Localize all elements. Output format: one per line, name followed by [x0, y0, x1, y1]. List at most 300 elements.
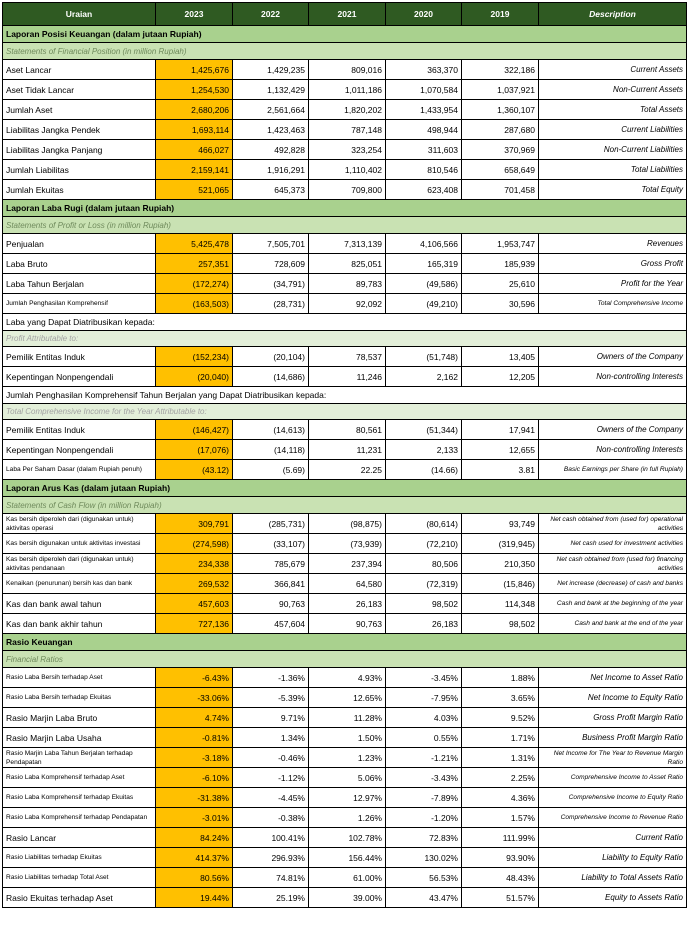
value-2019: 1,360,107 [462, 100, 539, 120]
row-label: Liabilitas Jangka Pendek [3, 120, 156, 140]
value-2020: (51,344) [386, 420, 462, 440]
value-2019: 3.81 [462, 460, 539, 480]
value-2023: (146,427) [156, 420, 233, 440]
value-2023: (43.12) [156, 460, 233, 480]
table-row [3, 708, 687, 728]
row-label: Kas bersih diperoleh dari (digunakan untuk) aktivitas pendanaan [3, 554, 156, 574]
row-label: Kas bersih diperoleh dari (digunakan untuk) aktivitas operasi [3, 514, 156, 534]
row-description: Comprehensive Income to Revenue Ratio [539, 808, 687, 828]
value-2019: 30,596 [462, 294, 539, 314]
row-description: Cash and bank at the end of the year [539, 614, 687, 634]
value-2022: (14,613) [233, 420, 309, 440]
row-description: Total Assets [539, 100, 687, 120]
row-description: Net cash used for investment activities [539, 534, 687, 554]
value-2021: 7,313,139 [309, 234, 386, 254]
value-2022: 90,763 [233, 594, 309, 614]
table-row [3, 60, 687, 80]
value-2021: 237,394 [309, 554, 386, 574]
table-body [3, 26, 687, 908]
value-2019: 1,953,747 [462, 234, 539, 254]
row-description: Profit for the Year [539, 274, 687, 294]
row-description: Current Liabilities [539, 120, 687, 140]
value-2019: 25,610 [462, 274, 539, 294]
value-2022: 1,132,429 [233, 80, 309, 100]
value-2019: 114,348 [462, 594, 539, 614]
value-2021: 1,110,402 [309, 160, 386, 180]
value-2019: 1.57% [462, 808, 539, 828]
value-2022: 2,561,664 [233, 100, 309, 120]
value-2023: (274,598) [156, 534, 233, 554]
value-2023: 84.24% [156, 828, 233, 848]
row-label: Rasio Laba Komprehensif terhadap Aset [3, 768, 156, 788]
section-title-row [3, 200, 687, 217]
group-heading-row [3, 314, 687, 331]
value-2022: (33,107) [233, 534, 309, 554]
row-label: Rasio Laba Komprehensif terhadap Ekuitas [3, 788, 156, 808]
section-subtitle: Financial Ratios [3, 651, 687, 668]
row-label: Jumlah Aset [3, 100, 156, 120]
value-2022: 785,679 [233, 554, 309, 574]
row-description: Net cash obtained from (used for) financing activities [539, 554, 687, 574]
group-subheading-row [3, 404, 687, 420]
value-2022: 457,604 [233, 614, 309, 634]
value-2023: 521,065 [156, 180, 233, 200]
value-2020: -3.43% [386, 768, 462, 788]
table-row [3, 100, 687, 120]
row-description: Equity to Assets Ratio [539, 888, 687, 908]
section-title: Laporan Posisi Keuangan (dalam jutaan Rupiah) [3, 26, 687, 43]
row-description: Comprehensive Income to Equity Ratio [539, 788, 687, 808]
value-2023: 1,254,530 [156, 80, 233, 100]
value-2022: (5.69) [233, 460, 309, 480]
value-2020: 26,183 [386, 614, 462, 634]
table-row [3, 888, 687, 908]
value-2021: 809,016 [309, 60, 386, 80]
row-label: Kenaikan (penurunan) bersih kas dan bank [3, 574, 156, 594]
value-2022: 9.71% [233, 708, 309, 728]
value-2019: 51.57% [462, 888, 539, 908]
row-description: Net Income to Asset Ratio [539, 668, 687, 688]
value-2020: 311,603 [386, 140, 462, 160]
value-2019: 1.71% [462, 728, 539, 748]
value-2021: 61.00% [309, 868, 386, 888]
row-label: Jumlah Liabilitas [3, 160, 156, 180]
group-heading: Laba yang Dapat Diatribusikan kepada: [3, 314, 687, 331]
value-2022: (285,731) [233, 514, 309, 534]
row-label: Laba Tahun Berjalan [3, 274, 156, 294]
value-2023: 414.37% [156, 848, 233, 868]
row-description: Business Profit Margin Ratio [539, 728, 687, 748]
value-2019: 3.65% [462, 688, 539, 708]
value-2021: 1.23% [309, 748, 386, 768]
value-2022: (14,118) [233, 440, 309, 460]
row-label: Liabilitas Jangka Panjang [3, 140, 156, 160]
value-2019: 370,969 [462, 140, 539, 160]
value-2022: 492,828 [233, 140, 309, 160]
row-description: Basic Earnings per Share (in full Rupiah) [539, 460, 687, 480]
value-2020: 43.47% [386, 888, 462, 908]
row-label: Pemilik Entitas Induk [3, 347, 156, 367]
value-2023: 2,680,206 [156, 100, 233, 120]
value-2021: 80,561 [309, 420, 386, 440]
value-2020: 56.53% [386, 868, 462, 888]
table-row [3, 574, 687, 594]
value-2021: 39.00% [309, 888, 386, 908]
value-2021: 90,763 [309, 614, 386, 634]
row-label: Rasio Ekuitas terhadap Aset [3, 888, 156, 908]
value-2020: (49,586) [386, 274, 462, 294]
value-2020: (72,210) [386, 534, 462, 554]
row-description: Non-Current Assets [539, 80, 687, 100]
value-2023: 466,027 [156, 140, 233, 160]
value-2019: 185,939 [462, 254, 539, 274]
group-subheading: Profit Attributable to: [3, 331, 687, 347]
table-row [3, 140, 687, 160]
value-2020: 72.83% [386, 828, 462, 848]
header-uraian: Uraian [3, 3, 156, 26]
value-2020: 98,502 [386, 594, 462, 614]
header-2022: 2022 [233, 3, 309, 26]
table-row [3, 274, 687, 294]
row-label: Laba Per Saham Dasar (dalam Rupiah penuh) [3, 460, 156, 480]
value-2023: -31.38% [156, 788, 233, 808]
value-2021: 11,246 [309, 367, 386, 387]
value-2023: 5,425,478 [156, 234, 233, 254]
value-2021: 12.97% [309, 788, 386, 808]
value-2021: 5.06% [309, 768, 386, 788]
value-2023: 457,603 [156, 594, 233, 614]
table-row [3, 668, 687, 688]
header-description: Description [539, 3, 687, 26]
row-description: Total Comprehensive Income [539, 294, 687, 314]
value-2020: (14.66) [386, 460, 462, 480]
value-2020: 363,370 [386, 60, 462, 80]
value-2021: (98,875) [309, 514, 386, 534]
value-2023: 4.74% [156, 708, 233, 728]
value-2021: 22.25 [309, 460, 386, 480]
row-description: Non-Current Liabilities [539, 140, 687, 160]
value-2021: 89,783 [309, 274, 386, 294]
row-label: Rasio Laba Bersih terhadap Aset [3, 668, 156, 688]
value-2023: 309,791 [156, 514, 233, 534]
value-2019: 1,037,921 [462, 80, 539, 100]
value-2021: 787,148 [309, 120, 386, 140]
row-description: Non-controlling Interests [539, 440, 687, 460]
value-2019: 322,186 [462, 60, 539, 80]
value-2021: 64,580 [309, 574, 386, 594]
value-2023: 269,532 [156, 574, 233, 594]
value-2022: -5.39% [233, 688, 309, 708]
table-row [3, 254, 687, 274]
value-2020: -1.21% [386, 748, 462, 768]
value-2023: -33.06% [156, 688, 233, 708]
row-label: Kas dan bank awal tahun [3, 594, 156, 614]
section-subtitle: Statements of Cash Flow (in million Rupiah) [3, 497, 687, 514]
table-row [3, 234, 687, 254]
value-2019: 1.88% [462, 668, 539, 688]
row-description: Gross Profit Margin Ratio [539, 708, 687, 728]
value-2020: 810,546 [386, 160, 462, 180]
value-2023: 1,425,676 [156, 60, 233, 80]
row-label: Rasio Liabilitas terhadap Ekuitas [3, 848, 156, 868]
header-2020: 2020 [386, 3, 462, 26]
header-row [3, 3, 687, 26]
value-2019: 48.43% [462, 868, 539, 888]
value-2021: 1.50% [309, 728, 386, 748]
header-2023: 2023 [156, 3, 233, 26]
value-2020: -1.20% [386, 808, 462, 828]
table-row [3, 748, 687, 768]
value-2019: 9.52% [462, 708, 539, 728]
row-description: Gross Profit [539, 254, 687, 274]
row-description: Revenues [539, 234, 687, 254]
table-row [3, 848, 687, 868]
table-row [3, 788, 687, 808]
value-2019: 12,655 [462, 440, 539, 460]
row-description: Current Ratio [539, 828, 687, 848]
value-2022: 1.34% [233, 728, 309, 748]
row-label: Kepentingan Nonpengendali [3, 440, 156, 460]
row-label: Rasio Liabilitas terhadap Total Aset [3, 868, 156, 888]
row-description: Comprehensive Income to Asset Ratio [539, 768, 687, 788]
value-2020: 130.02% [386, 848, 462, 868]
row-description: Net cash obtained from (used for) operational activities [539, 514, 687, 534]
section-subtitle-row [3, 217, 687, 234]
table-row [3, 347, 687, 367]
row-description: Net Income to Equity Ratio [539, 688, 687, 708]
table-row [3, 514, 687, 534]
section-subtitle-row [3, 651, 687, 668]
row-description: Owners of the Company [539, 420, 687, 440]
section-title: Laporan Laba Rugi (dalam jutaan Rupiah) [3, 200, 687, 217]
section-subtitle: Statements of Financial Position (in million Rupiah) [3, 43, 687, 60]
section-title-row [3, 26, 687, 43]
table-row [3, 868, 687, 888]
value-2021: 323,254 [309, 140, 386, 160]
value-2022: 1,916,291 [233, 160, 309, 180]
value-2020: 2,133 [386, 440, 462, 460]
value-2019: 658,649 [462, 160, 539, 180]
value-2021: 11.28% [309, 708, 386, 728]
value-2023: (17,076) [156, 440, 233, 460]
section-subtitle-row [3, 43, 687, 60]
row-label: Rasio Lancar [3, 828, 156, 848]
table-row [3, 460, 687, 480]
value-2021: 4.93% [309, 668, 386, 688]
table-row [3, 160, 687, 180]
row-description: Owners of the Company [539, 347, 687, 367]
value-2020: 623,408 [386, 180, 462, 200]
value-2020: -7.95% [386, 688, 462, 708]
value-2019: 287,680 [462, 120, 539, 140]
section-title-row [3, 480, 687, 497]
value-2019: 2.25% [462, 768, 539, 788]
table-row [3, 614, 687, 634]
group-subheading: Total Comprehensive Income for the Year Attributable to: [3, 404, 687, 420]
value-2022: 25.19% [233, 888, 309, 908]
value-2020: (49,210) [386, 294, 462, 314]
value-2019: 210,350 [462, 554, 539, 574]
value-2022: 74.81% [233, 868, 309, 888]
section-subtitle: Statements of Profit or Loss (in million Rupiah) [3, 217, 687, 234]
value-2020: 80,506 [386, 554, 462, 574]
value-2021: 26,183 [309, 594, 386, 614]
value-2022: 366,841 [233, 574, 309, 594]
value-2022: 100.41% [233, 828, 309, 848]
value-2019: (15,846) [462, 574, 539, 594]
section-title: Rasio Keuangan [3, 634, 687, 651]
table-row [3, 367, 687, 387]
row-label: Jumlah Ekuitas [3, 180, 156, 200]
value-2022: (34,791) [233, 274, 309, 294]
value-2022: 7,505,701 [233, 234, 309, 254]
table-row [3, 828, 687, 848]
value-2020: 1,070,584 [386, 80, 462, 100]
row-description: Non-controlling Interests [539, 367, 687, 387]
value-2021: 1,820,202 [309, 100, 386, 120]
value-2020: 0.55% [386, 728, 462, 748]
value-2023: (20,040) [156, 367, 233, 387]
value-2020: 4,106,566 [386, 234, 462, 254]
value-2019: 13,405 [462, 347, 539, 367]
value-2023: 2,159,141 [156, 160, 233, 180]
value-2019: 93,749 [462, 514, 539, 534]
value-2021: 78,537 [309, 347, 386, 367]
row-label: Rasio Marjin Laba Bruto [3, 708, 156, 728]
financial-highlights-table [2, 2, 687, 908]
value-2023: (152,234) [156, 347, 233, 367]
value-2022: 645,373 [233, 180, 309, 200]
section-title: Laporan Arus Kas (dalam jutaan Rupiah) [3, 480, 687, 497]
row-label: Rasio Marjin Laba Tahun Berjalan terhadap Pendapatan [3, 748, 156, 768]
table-row [3, 534, 687, 554]
value-2021: 825,051 [309, 254, 386, 274]
row-label: Jumlah Penghasilan Komprehensif [3, 294, 156, 314]
row-label: Kas dan bank akhir tahun [3, 614, 156, 634]
value-2019: 98,502 [462, 614, 539, 634]
value-2019: 17,941 [462, 420, 539, 440]
row-label: Kas bersih digunakan untuk aktivitas investasi [3, 534, 156, 554]
value-2020: 1,433,954 [386, 100, 462, 120]
value-2020: 498,944 [386, 120, 462, 140]
value-2020: 4.03% [386, 708, 462, 728]
value-2022: 1,429,235 [233, 60, 309, 80]
value-2021: 12.65% [309, 688, 386, 708]
value-2023: -6.43% [156, 668, 233, 688]
value-2020: -7.89% [386, 788, 462, 808]
value-2022: 296.93% [233, 848, 309, 868]
value-2021: 1.26% [309, 808, 386, 828]
value-2023: -6.10% [156, 768, 233, 788]
value-2022: (20,104) [233, 347, 309, 367]
value-2022: (28,731) [233, 294, 309, 314]
value-2023: 257,351 [156, 254, 233, 274]
value-2019: 4.36% [462, 788, 539, 808]
value-2021: 1,011,186 [309, 80, 386, 100]
value-2022: 1,423,463 [233, 120, 309, 140]
value-2021: 709,800 [309, 180, 386, 200]
value-2019: 12,205 [462, 367, 539, 387]
group-heading-row [3, 387, 687, 404]
table-row [3, 180, 687, 200]
value-2020: (72,319) [386, 574, 462, 594]
value-2022: -1.12% [233, 768, 309, 788]
value-2020: (51,748) [386, 347, 462, 367]
row-label: Rasio Marjin Laba Usaha [3, 728, 156, 748]
value-2023: -0.81% [156, 728, 233, 748]
value-2021: 11,231 [309, 440, 386, 460]
table-row [3, 420, 687, 440]
table-row [3, 440, 687, 460]
value-2022: (14,686) [233, 367, 309, 387]
value-2022: 728,609 [233, 254, 309, 274]
row-label: Aset Lancar [3, 60, 156, 80]
row-description: Net Income for The Year to Revenue Margin Ratio [539, 748, 687, 768]
value-2023: -3.01% [156, 808, 233, 828]
value-2021: 156.44% [309, 848, 386, 868]
row-label: Aset Tidak Lancar [3, 80, 156, 100]
value-2019: 1.31% [462, 748, 539, 768]
section-title-row [3, 634, 687, 651]
table-row [3, 768, 687, 788]
value-2019: (319,945) [462, 534, 539, 554]
value-2021: 102.78% [309, 828, 386, 848]
value-2019: 93.90% [462, 848, 539, 868]
table-row [3, 594, 687, 614]
table-row [3, 554, 687, 574]
table-header [3, 3, 687, 26]
value-2020: 165,319 [386, 254, 462, 274]
value-2023: 1,693,114 [156, 120, 233, 140]
value-2022: -1.36% [233, 668, 309, 688]
row-label: Penjualan [3, 234, 156, 254]
table-row [3, 120, 687, 140]
value-2019: 701,458 [462, 180, 539, 200]
value-2023: (172,274) [156, 274, 233, 294]
row-description: Cash and bank at the beginning of the year [539, 594, 687, 614]
table-row [3, 808, 687, 828]
row-description: Total Liabilities [539, 160, 687, 180]
value-2019: 111.99% [462, 828, 539, 848]
row-description: Net increase (decrease) of cash and banks [539, 574, 687, 594]
row-label: Kepentingan Nonpengendali [3, 367, 156, 387]
row-label: Rasio Laba Komprehensif terhadap Pendapatan [3, 808, 156, 828]
value-2022: -4.45% [233, 788, 309, 808]
value-2023: 234,338 [156, 554, 233, 574]
value-2022: -0.46% [233, 748, 309, 768]
row-description: Current Assets [539, 60, 687, 80]
row-label: Pemilik Entitas Induk [3, 420, 156, 440]
value-2023: 19.44% [156, 888, 233, 908]
table-row [3, 728, 687, 748]
value-2023: 80.56% [156, 868, 233, 888]
value-2023: (163,503) [156, 294, 233, 314]
value-2020: -3.45% [386, 668, 462, 688]
row-label: Laba Bruto [3, 254, 156, 274]
value-2020: 2,162 [386, 367, 462, 387]
row-label: Rasio Laba Bersih terhadap Ekuitas [3, 688, 156, 708]
value-2021: 92,092 [309, 294, 386, 314]
group-heading: Jumlah Penghasilan Komprehensif Tahun Berjalan yang Dapat Diatribusikan kepada: [3, 387, 687, 404]
group-subheading-row [3, 331, 687, 347]
section-subtitle-row [3, 497, 687, 514]
table-row [3, 688, 687, 708]
row-description: Liability to Total Assets Ratio [539, 868, 687, 888]
table-row [3, 294, 687, 314]
value-2022: -0.38% [233, 808, 309, 828]
row-description: Total Equity [539, 180, 687, 200]
header-2021: 2021 [309, 3, 386, 26]
